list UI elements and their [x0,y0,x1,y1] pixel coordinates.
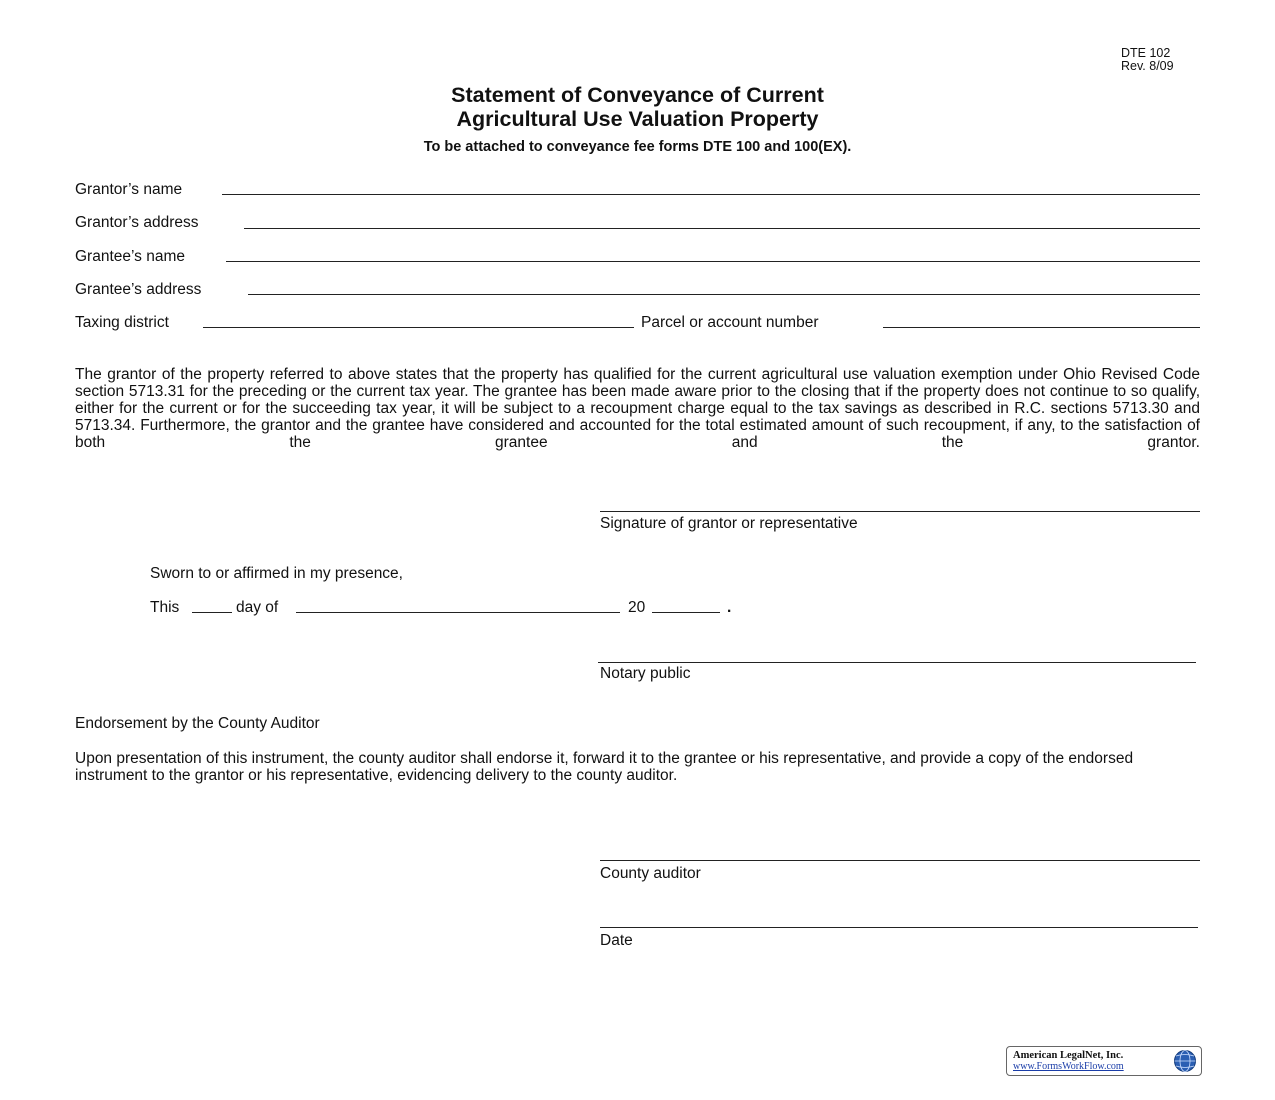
county-auditor-label: County auditor [600,865,701,882]
county-auditor-line[interactable] [600,860,1200,861]
endorsement-text: Upon presentation of this instrument, the county auditor shall endorse it, forward it to the grantee or his representative, and provide a copy of the endorsed instrument to the grantor or his representative, evidencing delivery to the county auditor. [75,750,1134,784]
date-line[interactable] [600,927,1198,928]
year-line[interactable] [652,612,720,613]
taxing-district-label: Taxing district [75,314,173,332]
notary-signature-line[interactable] [598,662,1196,663]
form-subtitle: To be attached to conveyance fee forms DTE 100 and 100(EX). [423,139,852,155]
form-revision: Rev. 8/09 [1121,59,1174,73]
month-line[interactable] [296,612,620,613]
grantor-signature-line[interactable] [600,511,1200,512]
american-legalnet-logo[interactable] [1006,1046,1202,1076]
form-title-line1: Statement of Conveyance of Current [451,83,824,107]
taxing-district-line[interactable] [203,327,634,328]
grantor-name-line[interactable] [222,194,1200,195]
form-number-block [1121,47,1193,73]
sworn-text: Sworn to or affirmed in my presence, [150,565,403,582]
this-label: This [150,599,180,616]
grantor-statement: The grantor of the property referred to above states that the property has qualified for the current agricultural use valuation exemption under Ohio Revised Code section 5713.31 for the preceding or the current tax year. The grantee has been made aware prior to the closing that if the property does not continue to so qualify, either for the current or for the succeeding tax year, it will be subject to a recoupment charge equal to the tax savings as described in R.C. sections 5713.30 and 5713.34. Furthermore, the grantor and the grantee have considered and accounted for the total estimated amount of such recoupment, if any, to the satisfaction of both the grantee and the grantor. [75,366,1200,451]
form-number: DTE 102 [1121,46,1171,60]
form-title-line2: Agricultural Use Valuation Property [456,107,819,131]
grantee-address-line[interactable] [248,294,1200,295]
grantee-name-label: Grantee’s name [75,248,189,266]
grantee-name-line[interactable] [226,261,1200,262]
parcel-number-label: Parcel or account number [641,314,822,332]
grantor-address-line[interactable] [244,228,1200,229]
grantor-name-label: Grantor’s name [75,181,186,199]
grantor-address-label: Grantor’s address [75,214,203,232]
year-prefix: 20 [628,599,646,616]
logo-company-name: American LegalNet, Inc. [1013,1050,1124,1061]
day-of-label: day of [236,599,279,616]
grantee-address-label: Grantee’s address [75,281,205,299]
parcel-number-line[interactable] [883,327,1200,328]
globe-icon [1173,1049,1197,1073]
notary-label: Notary public [600,665,691,682]
date-period: . [727,599,732,616]
date-label: Date [600,932,633,949]
grantor-signature-label: Signature of grantor or representative [600,515,858,532]
logo-url[interactable]: www.FormsWorkFlow.com [1013,1061,1124,1072]
day-line[interactable] [192,612,232,613]
endorsement-heading: Endorsement by the County Auditor [75,715,320,732]
